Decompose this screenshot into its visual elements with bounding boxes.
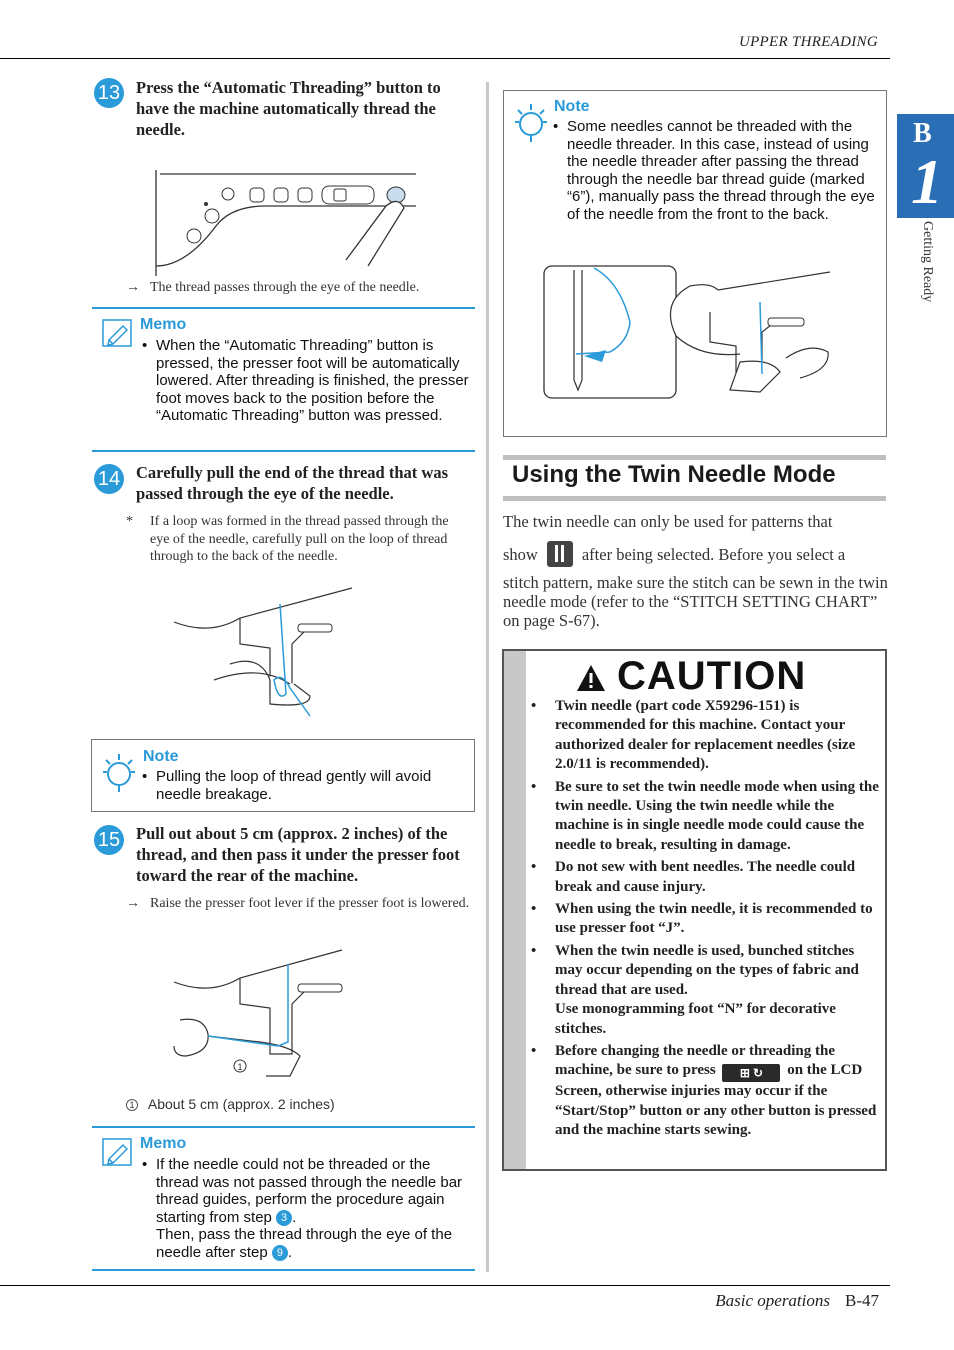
twin-needle-key-icon [547, 541, 573, 567]
manual-threading-illustration [540, 262, 840, 402]
page-number: B-47 [845, 1291, 879, 1310]
twin-intro-line-2 [503, 541, 889, 567]
twin-intro-line-1: The twin needle can only be used for patterns that [503, 512, 833, 531]
footer-section: Basic operations [715, 1291, 830, 1310]
memo-pencil-icon [101, 318, 133, 348]
caution-side-bar [504, 651, 526, 1169]
twin-intro-line-3: stitch pattern, make sure the stitch can be sewn in the twin needle mode (refer to the “STITCH SETTING CHART” on page S-67). [503, 573, 888, 630]
caution-item: • Be sure to set the twin needle mode when using the twin needle. Using the twin needle while the machine is in single needle mode could cause the needle to break, resulting in damage. [527, 778, 879, 856]
note-1-title: Note [143, 748, 179, 765]
twin-needle-heading: Using the Twin Needle Mode [512, 461, 836, 488]
step-15-result-arrow: → [126, 896, 140, 911]
twin-intro-after: after being selected. Before you select a [581, 544, 846, 564]
memo-pencil-icon [101, 1137, 133, 1167]
caution-item-text: Before changing the needle or threading the machine, be sure to press [555, 1042, 835, 1079]
caution-title: CAUTION [617, 654, 807, 698]
callout-1-legend-number: 1 [126, 1099, 138, 1111]
memo-2-text-b: Then, pass the thread through the eye of the needle after step [156, 1226, 453, 1261]
callout-marker-1: 1 [237, 1062, 243, 1072]
caution-list [527, 697, 879, 1144]
memo-2-body: • If the needle could not be threaded or the thread was not passed through the needle bar thread guides, perform the procedure again starting from step 3 . Then, pass the thread through the eye of the needle after step 9 . [142, 1156, 463, 1261]
caution-item: • Do not sew with bent needles. The needle could break and cause injury. [527, 858, 879, 897]
caution-item-text: When the twin needle is used, bunched stitches may occur depending on the types of fabric and thread that are used. [555, 942, 859, 998]
chapter-tab-letter: B [913, 118, 932, 149]
note-1-text: Pulling the loop of thread gently will avoid needle breakage. [156, 768, 432, 803]
chapter-label: Getting Ready [920, 221, 935, 303]
caution-item: • Twin needle (part code X59296-151) is recommended for this machine. Contact your authorized dealer for replacement needles (size 2.0/11 is recommended). [527, 697, 879, 775]
memo-2-title: Memo [140, 1135, 187, 1152]
chapter-tab-number: 1 [911, 146, 943, 217]
note-lightbulb-icon [514, 102, 548, 142]
caution-item: • When using the twin needle, it is recommended to use presser foot “J”. [527, 900, 879, 939]
pull-loop-illustration [170, 584, 360, 720]
twin-intro-show: show [503, 544, 538, 564]
step-14-note: If a loop was formed in the thread passed through the eye of the needle, carefully pull on the loop of thread through to the back of the needle. [150, 514, 449, 564]
footer-rule [0, 1285, 890, 1286]
callout-1-legend-text: About 5 cm (approx. 2 inches) [147, 1096, 335, 1112]
memo-2-top-rule [92, 1126, 475, 1128]
memo-2-bottom-rule [92, 1269, 475, 1271]
column-divider [486, 82, 489, 1272]
memo-1-top-rule [92, 307, 475, 309]
step-14-asterisk: * [126, 514, 133, 529]
step-13-result-arrow: → [126, 280, 140, 295]
memo-1-title: Memo [140, 316, 187, 333]
step-ref-3: 3 [276, 1210, 292, 1226]
memo-1-body: • When the “Automatic Threading” button is pressed, the presser foot will be automatically lowered. After threading is finished, the presser foot moves back to the position before the “Automatic Threading” button was pressed. [142, 337, 469, 425]
automatic-threading-illustration [146, 166, 426, 278]
note-2-title: Note [554, 98, 590, 115]
step-15-instruction: Pull out about 5 cm (approx. 2 inches) of the thread, and then pass it under the presser foot toward the rear of the machine. [136, 824, 460, 885]
caution-item [527, 1042, 879, 1141]
memo-1-text: When the “Automatic Threading” button is pressed, the presser foot will be automatically lowered. After threading is finished, the presser foot moves back to the position before the “Automatic Threading” button was pressed. [156, 337, 469, 425]
caution-item-text: Use monogramming foot “N” for decorative stitches. [555, 1001, 836, 1037]
caution-item [527, 942, 879, 1039]
caution-item-text: on the LCD Screen, otherwise injuries may occur if the “Start/Stop” button or any other button is pressed and the machine starts sewing. [555, 1062, 877, 1139]
callout-1-legend [126, 1096, 335, 1112]
note-2-body: • Some needles cannot be threaded with the needle threader. In this case, instead of using the needle threader after passing the thread through the needle bar thread guide (marked “6”), manually pass the thread through the eye of the needle from the front to the back. [553, 118, 875, 223]
step-13-result: The thread passes through the eye of the needle. [150, 280, 420, 295]
twin-intro-paragraph [503, 512, 889, 630]
note-2-text: Some needles cannot be threaded with the needle threader. In this case, instead of using the needle threader after passing the thread through the needle bar thread guide (marked “6”), manually pass the thread through the eye of the needle from the front to the back. [567, 118, 875, 223]
step-14-instruction: Carefully pull the end of the thread that was passed through the eye of the needle. [136, 463, 448, 503]
running-header: UPPER THREADING [738, 34, 878, 50]
step-15-result: Raise the presser foot lever if the presser foot is lowered. [150, 896, 470, 911]
step-14-number: 14 [94, 464, 124, 494]
presser-foot-lock-key-icon: ⊞ ↻ [722, 1064, 780, 1082]
step-ref-9: 9 [272, 1245, 288, 1261]
chapter-tab [897, 114, 954, 218]
step-15-number: 15 [94, 825, 124, 855]
pull-thread-illustration [170, 946, 360, 1082]
warning-triangle-icon [575, 663, 607, 693]
step-13-instruction: Press the “Automatic Threading” button to have the machine automatically thread the needle. [136, 78, 441, 139]
note-1-body: • Pulling the loop of thread gently will avoid needle breakage. [142, 768, 432, 803]
memo-1-bottom-rule [92, 450, 475, 452]
memo-2-text-a: If the needle could not be threaded or the thread was not passed through the needle bar thread guides, perform the procedure again starting from step [156, 1156, 463, 1226]
step-13-number: 13 [94, 78, 124, 108]
header-rule [0, 58, 890, 59]
note-lightbulb-icon [102, 752, 136, 792]
